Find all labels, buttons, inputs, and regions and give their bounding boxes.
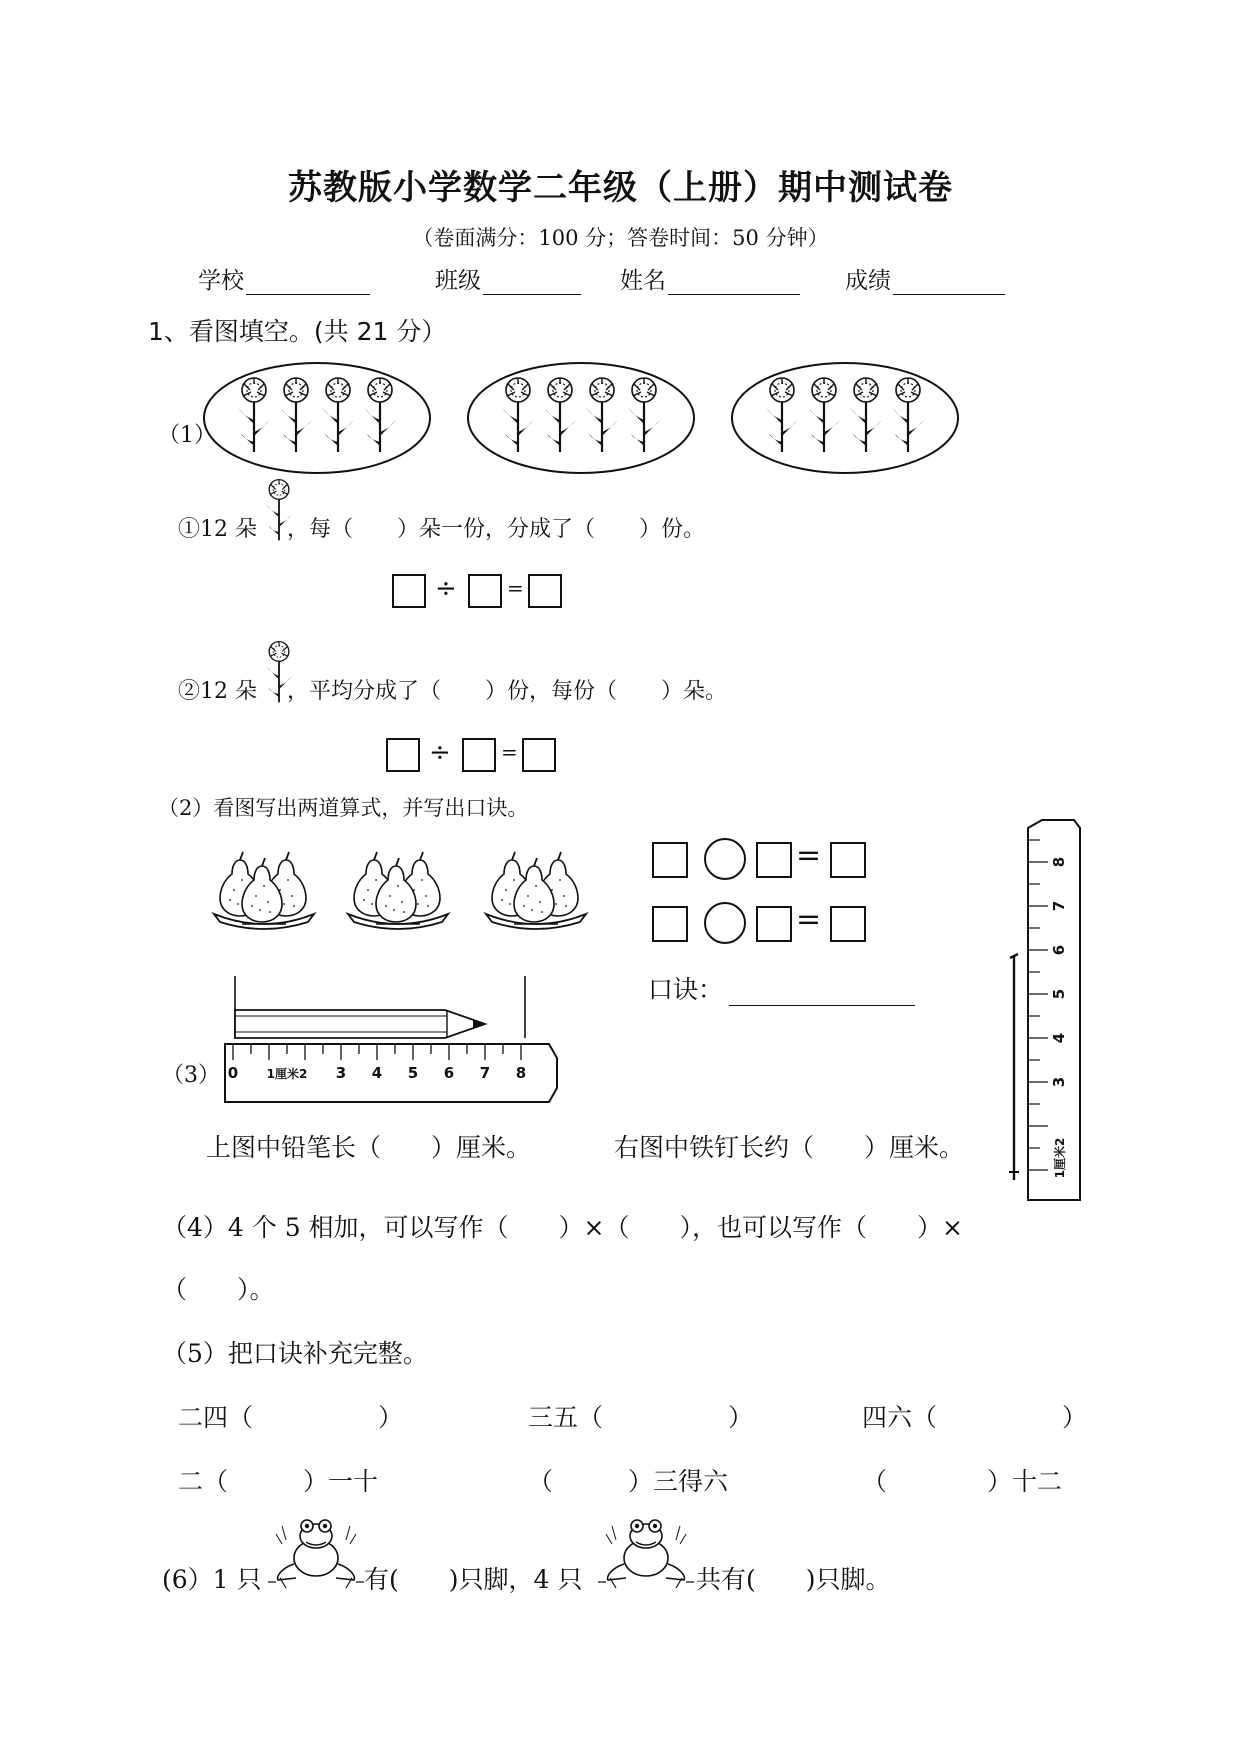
- class-label: 班级: [435, 268, 481, 294]
- q1-line2-prefix: ②12 朵: [178, 679, 257, 704]
- flower-group-3: [730, 360, 960, 476]
- flower-icon: [264, 478, 294, 542]
- pear-plate-2: [346, 852, 450, 928]
- school-label: 学校: [198, 268, 244, 294]
- q5-item-2[interactable]: 三五（ ）: [528, 1403, 754, 1432]
- q1-eq1-divide: ÷: [435, 574, 457, 604]
- q5-label: （5）把口诀补充完整。: [162, 1339, 428, 1368]
- ruler-v-tick-3: 3: [1050, 1076, 1068, 1088]
- q2-eq1-equals: =: [796, 838, 822, 873]
- q5-item-1[interactable]: 二四（ ）: [178, 1403, 404, 1432]
- q1-eq2-box-1[interactable]: [386, 738, 420, 772]
- q5-item-6[interactable]: （ ）十二: [862, 1467, 1063, 1496]
- score-label: 成绩: [845, 268, 891, 294]
- q1-eq2-box-3[interactable]: [522, 738, 556, 772]
- q2-eq2-operator-circle[interactable]: [704, 902, 746, 944]
- section-1-heading: 1、看图填空。(共 21 分）: [148, 317, 447, 346]
- q1-line2-text: ，平均分成了（ ）份，每份（ ）朵。: [287, 679, 728, 704]
- score-field[interactable]: [845, 262, 1005, 295]
- q2-eq2-box-3[interactable]: [830, 906, 866, 942]
- q2-koujue[interactable]: [648, 970, 915, 1006]
- flower-group-2: [466, 360, 696, 476]
- q2-label: （2）看图写出两道算式，并写出口诀。: [158, 796, 529, 820]
- q4-line2: （ ）。: [162, 1275, 275, 1304]
- q3-text-pencil: 上图中铅笔长（ ）厘米。: [206, 1133, 532, 1162]
- ruler-v-tick-2: 1厘米2: [1053, 1137, 1067, 1179]
- q5-item-3[interactable]: 四六（ ）: [862, 1403, 1088, 1432]
- pencil-ruler-figure: [225, 976, 565, 1106]
- q1-eq2-divide: ÷: [429, 738, 451, 768]
- page-title: 苏教版小学数学二年级（上册）期中测试卷: [288, 168, 953, 208]
- school-field[interactable]: [198, 262, 370, 295]
- flower-icon: [264, 640, 294, 704]
- q2-eq1-box-2[interactable]: [756, 842, 792, 878]
- q4-line1: （4）4 个 5 相加，可以写作（ ）×（ ），也可以写作（ ）×: [162, 1213, 963, 1242]
- q1-eq2-equals: =: [501, 740, 518, 764]
- ruler-v-tick-6: 6: [1050, 944, 1068, 956]
- name-label: 姓名: [620, 268, 666, 294]
- ruler-h-tick-4: 4: [371, 1064, 383, 1082]
- frog-icon: [598, 1510, 694, 1590]
- q1-eq1-box-1[interactable]: [392, 574, 426, 608]
- ruler-h-tick-3: 3: [335, 1064, 347, 1082]
- ruler-h-tick-8: 8: [515, 1064, 527, 1082]
- q1-line1-prefix: ①12 朵: [178, 517, 257, 542]
- q2-eq2-equals: =: [796, 902, 822, 937]
- q2-koujue-label: 口诀：: [648, 975, 724, 1004]
- q6-part-b: 有( )只脚，4 只: [364, 1565, 583, 1594]
- q2-eq2-box-1[interactable]: [652, 906, 688, 942]
- q3-text-nail: 右图中铁钉长约（ ）厘米。: [614, 1133, 965, 1162]
- q2-eq1-operator-circle[interactable]: [704, 838, 746, 880]
- frog-icon: [268, 1510, 364, 1590]
- nail-ruler-figure: [1008, 820, 1088, 1210]
- page-subtitle: （卷面满分：100 分；答卷时间：50 分钟）: [412, 226, 829, 250]
- q1-label: （1）: [158, 423, 216, 448]
- q2-eq1-box-1[interactable]: [652, 842, 688, 878]
- q2-eq1-box-3[interactable]: [830, 842, 866, 878]
- ruler-h-tick-2: 1厘米2: [266, 1067, 308, 1081]
- ruler-v-tick-4: 4: [1050, 1032, 1068, 1044]
- ruler-h-tick-0: 0: [227, 1064, 239, 1082]
- q1-line1-text: ，每（ ）朵一份，分成了（ ）份。: [287, 517, 706, 542]
- name-field[interactable]: [620, 262, 800, 295]
- q5-item-5[interactable]: （ ）三得六: [528, 1467, 729, 1496]
- q1-eq1-box-3[interactable]: [528, 574, 562, 608]
- ruler-h-tick-7: 7: [479, 1064, 491, 1082]
- ruler-v-tick-5: 5: [1050, 988, 1068, 1000]
- q6-part-c: 共有( )只脚。: [696, 1565, 891, 1594]
- q5-item-4[interactable]: 二（ ）一十: [178, 1467, 379, 1496]
- class-field[interactable]: [435, 262, 581, 295]
- q3-label: （3）: [162, 1063, 220, 1088]
- ruler-v-tick-8: 8: [1050, 856, 1068, 868]
- pear-plate-3: [484, 852, 588, 928]
- q1-line2: [178, 674, 727, 705]
- pear-plate-1: [212, 852, 316, 928]
- q1-eq1-box-2[interactable]: [468, 574, 502, 608]
- q6-part-a: (6）1 只: [162, 1565, 262, 1594]
- q1-line1: [178, 512, 705, 543]
- q1-eq2-box-2[interactable]: [462, 738, 496, 772]
- ruler-v-tick-7: 7: [1050, 900, 1068, 912]
- q1-eq1-equals: =: [507, 576, 524, 600]
- ruler-h-tick-6: 6: [443, 1064, 455, 1082]
- ruler-h-tick-5: 5: [407, 1064, 419, 1082]
- flower-group-1: [202, 360, 432, 476]
- q2-eq2-box-2[interactable]: [756, 906, 792, 942]
